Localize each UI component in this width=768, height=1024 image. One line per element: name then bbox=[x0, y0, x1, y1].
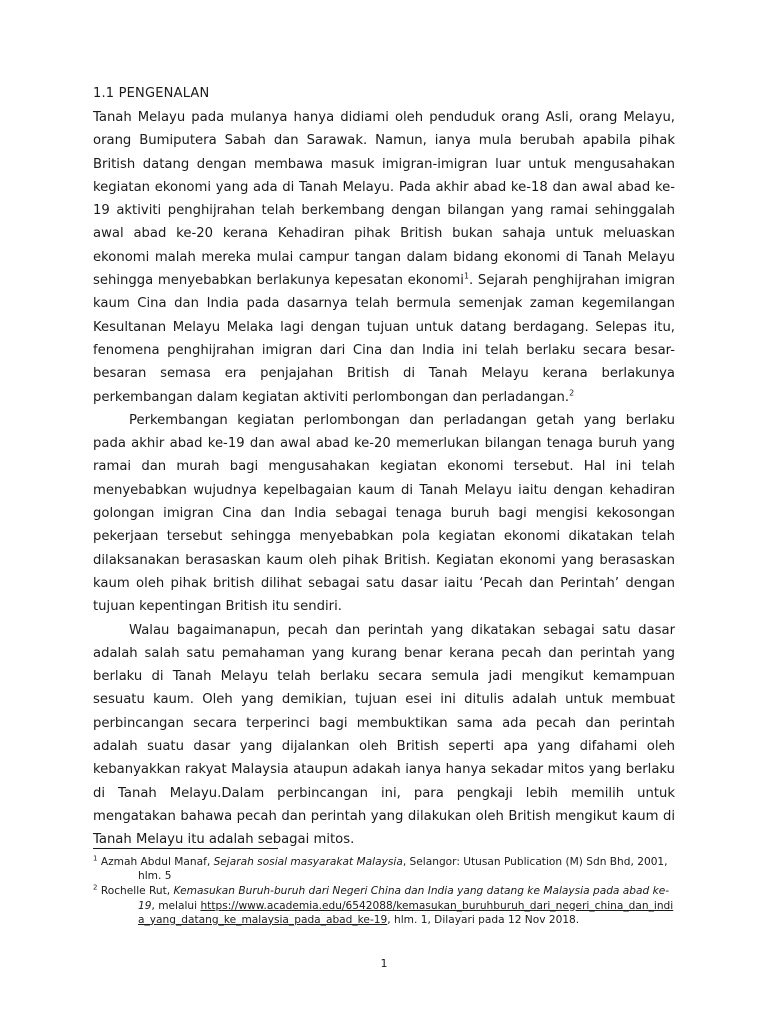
footnote-1 bbox=[93, 855, 675, 883]
paragraph-2: Perkembangan kegiatan perlombongan dan perladangan getah yang berlaku pada akhir abad ke-19 dan awal abad ke-20 memerlukan bilangan tenaga buruh yang ramai dan murah bagi mengusahakan kegiatan ekonomi tersebut. Hal ini telah menyebabkan wujudnya kepelbagaian kaum di Tanah Melayu iaitu dengan kehadiran golongan imigran Cina dan India sebagai tenaga buruh bagi mengisi kekosongan pekerjaan tersebut sehingga menyebabkan pola kegiatan ekonomi dikatakan telah dilaksanakan berasaskan kaum oleh pihak British. Kegiatan ekonomi yang berasaskan kaum oleh pihak british dilihat sebagai satu dasar iaitu ‘Pecah dan Perintah’ dengan tujuan kepentingan British itu sendiri. bbox=[93, 412, 675, 615]
footnote-2-link[interactable]: https://www.academia.edu/6542088/kemasukan_buruhburuh_dari_negeri_china_dan_india_yang_datang_ke_malaysia_pada_abad_ke-19 bbox=[138, 899, 674, 926]
paragraph-1-part-b: . Sejarah penghijrahan imigran kaum Cina dan India pada dasarnya telah bermula semenjak zaman kegemilangan Kesultanan Melayu Melaka lagi dengan tujuan untuk datang berdagang. Selepas itu, fenomena penghijrahan imigran dari Cina dan India ini telah berlaku secara besar-besaran semasa era penjajahan British di Tanah Melayu kerana berlakunya perkembangan dalam kegiatan aktiviti perlombongan dan perladangan. bbox=[93, 273, 676, 405]
body-text bbox=[93, 106, 675, 852]
footnote-2-number: 2 bbox=[93, 883, 98, 892]
footnote-1-author: Azmah Abdul Manaf, bbox=[97, 856, 214, 868]
footnote-2-author: Rochelle Rut, bbox=[97, 885, 174, 898]
footnote-2-via: , melalui bbox=[151, 899, 201, 912]
section-heading: 1.1 PENGENALAN bbox=[93, 86, 210, 101]
footnote-1-number: 1 bbox=[93, 854, 98, 863]
footnote-divider bbox=[93, 848, 278, 849]
footnote-1-title: Sejarah sosial masyarakat Malaysia bbox=[213, 856, 403, 868]
footnote-ref-2[interactable]: 2 bbox=[569, 388, 575, 398]
footnote-2 bbox=[93, 884, 675, 927]
paragraph-1 bbox=[93, 106, 675, 409]
paragraph-3: Walau bagaimanapun, pecah dan perintah yang dikatakan sebagai satu dasar adalah salah satu pemahaman yang kurang benar kerana pecah dan perintah yang berlaku di Tanah Melayu telah berlaku secara semula jadi mengikut kemampuan sesuatu kaum. Oleh yang demikian, tujuan esei ini ditulis adalah untuk membuat perbincangan secara terperinci bagi membuktikan sama ada pecah dan perintah adalah suatu dasar yang dijalankan oleh British seperti apa yang difahami oleh kebanyakkan rakyat Malaysia ataupun adakah ianya hanya sekadar mitos yang berlaku di Tanah Melayu.Dalam perbincangan ini, para pengkaji lebih memilih untuk mengatakan bahawa pecah dan perintah yang dilakukan oleh British mengikut kaum di Tanah Melayu itu adalah sebagai mitos. bbox=[93, 622, 675, 848]
page-number: 1 bbox=[380, 957, 388, 970]
footnotes bbox=[93, 855, 675, 928]
footnote-ref-1[interactable]: 1 bbox=[463, 271, 470, 281]
footnote-1-details: , Selangor: Utusan Publication (M) Sdn Bhd, 2001, hlm. 5 bbox=[138, 856, 668, 883]
paragraph-1-part-a: Tanah Melayu pada mulanya hanya didiami oleh penduduk orang Asli, orang Melayu, orang Bumiputera Sabah dan Sarawak. Namun, ianya mula berubah apabila pihak British datang dengan membawa masuk imigran-imigran luar untuk mengusahakan kegiatan ekonomi yang ada di Tanah Melayu. Pada akhir abad ke-18 dan awal abad ke-19 aktiviti penghijrahan telah berkembang dengan bilangan yang ramai sehinggalah awal abad ke-20 kerana Kehadiran pihak British bukan sahaja untuk meluaskan ekonomi malah mereka mulai campur tangan dalam bidang ekonomi di Tanah Melayu sehingga menyebabkan berlakunya kepesatan ekonomi bbox=[93, 110, 675, 289]
footnote-2-title: Kemasukan Buruh-buruh dari Negeri China dan India yang datang ke Malaysia pada abad ke-19 bbox=[138, 885, 670, 912]
footnote-2-details: , hlm. 1, Dilayari pada 12 Nov 2018. bbox=[387, 913, 580, 926]
